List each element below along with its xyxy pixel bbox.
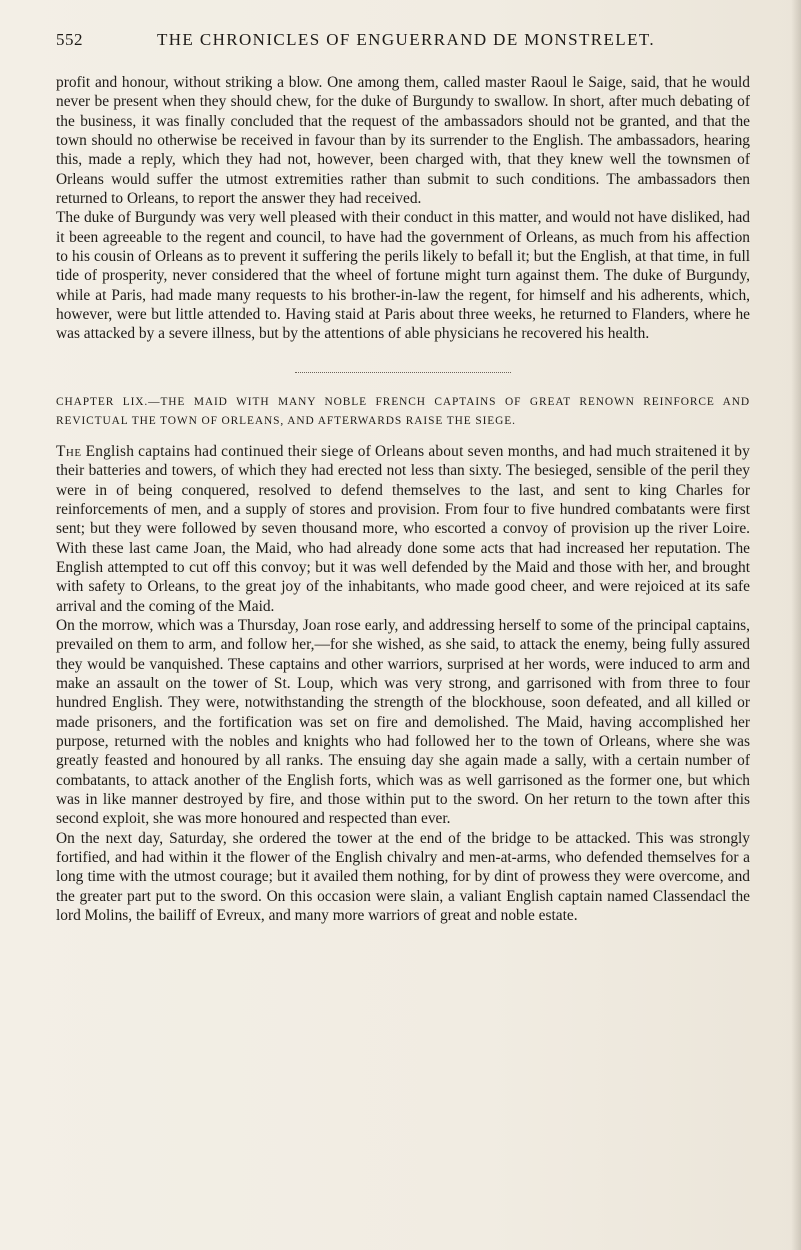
paragraph: On the morrow, which was a Thursday, Joan rose early, and addressing herself to some of the principal captains, prevailed on them to arm, and follow her,—for she wished, as she said, to attack the enemy, being fully assured they would be vanquished. These captains and other warriors, surprised at her words, were induced to arm and make an assault on the tower of St. Loup, which was very strong, and garrisoned with from three to four hundred English. They were, notwithstanding the strength of the blockhouse, soon defeated, and all killed or made prisoners, and the fortification was set on fire and demolished. The Maid, having accomplished her purpose, returned with the nobles and knights who had followed her to the town of Orleans, where she was greatly feasted and honoured by all ranks. The ensuing day she again made a sally, with a certain number of combatants, to attack another of the English forts, which was as well garrisoned as the former one, but which was in like manner destroyed by fire, and those within put to the sword. On her return to the town after this second exploit, she was more honoured and respected than ever. xyxy=(56,616,750,828)
running-title: THE CHRONICLES OF ENGUERRAND DE MONSTRELET. xyxy=(156,30,656,49)
chapter-heading: CHAPTER LIX.—THE MAID WITH MANY NOBLE FRENCH CAPTAINS OF GREAT RENOWN REINFORCE AND REVICTUAL THE TOWN OF ORLEANS, AND AFTERWARDS RAISE THE SIEGE. xyxy=(56,395,750,427)
paragraph: The duke of Burgundy was very well pleased with their conduct in this matter, and would not have disliked, had it been agreeable to the regent and council, to have had the government of Orleans, as much from his affection to his cousin of Orleans as to prevent it suffering the perils likely to befall it; but the English, at that time, in full tide of prosperity, never considered that the wheel of fortune might turn against them. The duke of Burgundy, while at Paris, had made many requests to his brother-in-law the regent, for himself and his adherents, which, however, were but little attended to. Having staid at Paris about three weeks, he returned to Flanders, where he was attacked by a severe illness, but by the attentions of able physicians he recovered his health. xyxy=(56,209,750,343)
chapter-text xyxy=(56,442,750,926)
paragraph: profit and honour, without striking a blow. One among them, called master Raoul le Saige, said, that he would never be present when they should chew, for the duke of Burgundy to swallow. In short, after much debating of the business, it was finally concluded that the request of the ambassadors should not be granted, and that the town should no otherwise be received in favour than by its surrender to the English. The ambassadors, hearing this, made a reply, which they had not, however, been charged with, that they knew well the townsmen of Orleans would suffer the utmost extremities rather than submit to such conditions. The ambassadors then returned to Orleans, to report the answer they had received. xyxy=(56,74,750,208)
paragraph: On the next day, Saturday, she ordered the tower at the end of the bridge to be attacked. This was strongly fortified, and had within it the flower of the English chivalry and men-at-arms, who defended themselves for a long time with the utmost courage; but it availed them nothing, for by dint of prowess they were overcome, and the greater part put to the sword. On this occasion were slain, a valiant English captain named Classendacl the lord Molins, the bailiff of Evreux, and many more warriors of great and noble estate. xyxy=(56,829,750,925)
chapter-lead-word: The xyxy=(56,442,82,460)
chapter-first-paragraph xyxy=(56,442,750,616)
section-divider xyxy=(295,372,511,373)
body-text xyxy=(56,73,750,925)
page-edge-shadow xyxy=(791,0,801,1250)
page-header xyxy=(56,30,756,56)
page-number: 552 xyxy=(56,30,83,49)
chapter-first-paragraph-text: English captains had continued their siege of Orleans about seven months, and had much straitened it by their batteries and towers, of which they had erected not less than sixty. The besieged, sensible of the peril they were in of being conquered, resolved to defend themselves to the last, and sent to king Charles for reinforcements of men, and a supply of stores and provision. From four to five hundred combatants were first sent; but they were followed by seven thousand more, who escorted a convoy of provision up the river Loire. With these last came Joan, the Maid, who had already done some acts that had increased her reputation. The English attempted to cut off this convoy; but it was well defended by the Maid and those with her, and brought with safety to Orleans, to the great joy of the inhabitants, who made good cheer, and were rejoiced at its safe arrival and the coming of the Maid. xyxy=(56,442,750,615)
